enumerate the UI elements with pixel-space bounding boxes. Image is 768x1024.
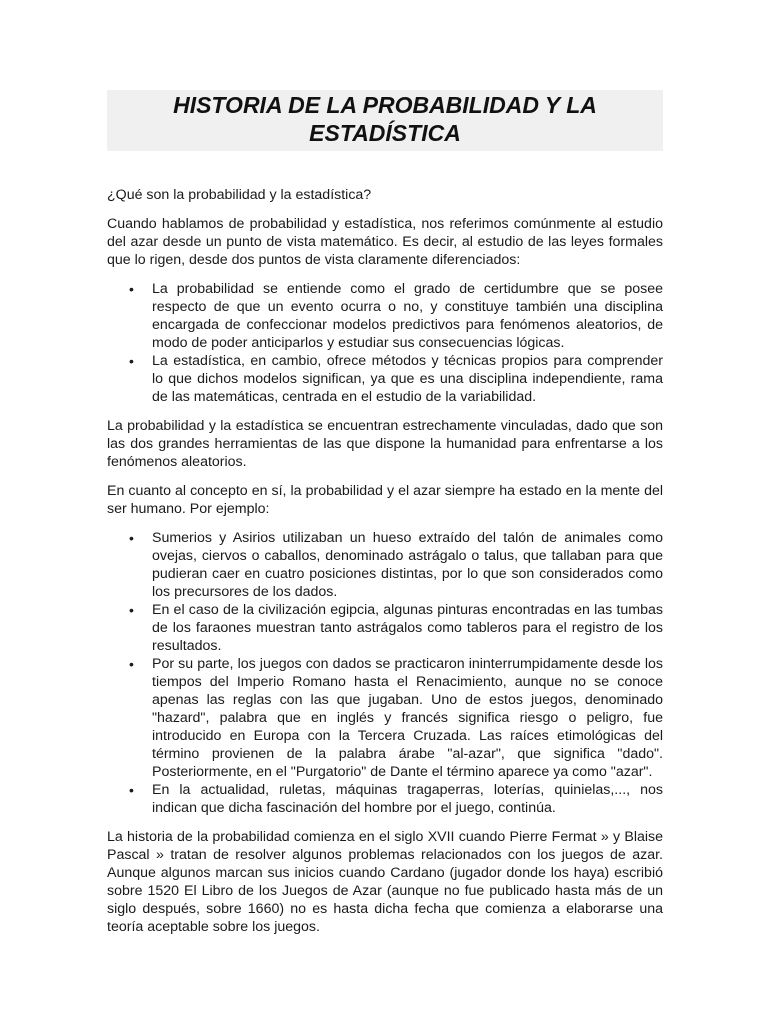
title-line-1: HISTORIA DE LA PROBABILIDAD Y LA (173, 92, 597, 118)
list-item (107, 601, 663, 655)
title-box (107, 90, 663, 151)
list-item-text: Sumerios y Asirios utilizaban un hueso extraído del talón de animales como ovejas, ciervos o caballos, denominado astrágalo o talus, que tallaban para que pudieran caer en cuatro posiciones distintas, por lo que son considerados como los precursores de los dados. (152, 530, 663, 600)
bullet-icon: • (129, 530, 134, 546)
document-page (107, 90, 663, 936)
title-line-2: ESTADÍSTICA (309, 120, 461, 146)
list-item (107, 280, 663, 352)
intro-paragraph: Cuando hablamos de probabilidad y estadística, nos referimos comúnmente al estudio del azar desde un punto de vista matemático. Es decir, al estudio de las leyes formales que lo rigen, desde dos puntos de vista claramente diferenciados: (107, 216, 663, 268)
list-item (107, 352, 663, 406)
list-item-text: La estadística, en cambio, ofrece métodos y técnicas propios para comprender lo que dichos modelos significan, ya que es una disciplina independiente, rama de las matemáticas, centrada en el estudio de la variabilidad. (152, 353, 663, 405)
list-item (107, 781, 663, 817)
concept-paragraph: En cuanto al concepto en sí, la probabilidad y el azar siempre ha estado en la mente del ser humano. Por ejemplo: (107, 483, 663, 517)
list-item (107, 529, 663, 601)
examples-list (107, 529, 663, 817)
list-item-text: La probabilidad se entiende como el grado de certidumbre que se posee respecto de que un evento ocurra o no, y constituye también una disciplina encargada de confeccionar modelos predictivos para fenómenos aleatorios, de modo de poder anticiparlos y estudiar sus consecuencias lógicas. (152, 281, 663, 351)
list-item-text: Por su parte, los juegos con dados se practicaron ininterrumpidamente desde los tiempos del Imperio Romano hasta el Renacimiento, aunque no se conoce apenas las reglas con las que jugaban. Uno de estos juegos, denominado "hazard", palabra que en inglés y francés significa riesgo o peligro, fue introducido en Europa con la Tercera Cruzada. Las raíces etimológicas del término provienen de la palabra árabe "al-azar", que significa "dado". Posteriormente, en el "Purgatorio" de Dante el término aparece ya como "azar". (152, 656, 663, 780)
bullet-icon: • (129, 602, 134, 618)
section-question: ¿Qué son la probabilidad y la estadística? (107, 187, 372, 203)
link-paragraph: La probabilidad y la estadística se encuentran estrechamente vinculadas, dado que son las dos grandes herramientas de las que dispone la humanidad para enfrentarse a los fenómenos aleatorios. (107, 418, 663, 470)
bullet-icon: • (129, 656, 134, 672)
list-item-text: En la actualidad, ruletas, máquinas tragaperras, loterías, quinielas,..., nos indican que dicha fascinación del hombre por el juego, continúa. (152, 782, 663, 816)
bullet-icon: • (129, 281, 134, 297)
definitions-list (107, 280, 663, 406)
list-item (107, 655, 663, 781)
bullet-icon: • (129, 782, 134, 798)
document-title (111, 91, 659, 147)
bullet-icon: • (129, 353, 134, 369)
history-paragraph: La historia de la probabilidad comienza en el siglo XVII cuando Pierre Fermat » y Blaise Pascal » tratan de resolver algunos problemas relacionados con los juegos de azar. Aunque algunos marcan sus inicios cuando Cardano (jugador donde los haya) escribió sobre 1520 El Libro de los Juegos de Azar (aunque no fue publicado hasta más de un siglo después, sobre 1660) no es hasta dicha fecha que comienza a elaborarse una teoría aceptable sobre los juegos. (107, 829, 663, 935)
list-item-text: En el caso de la civilización egipcia, algunas pinturas encontradas en las tumbas de los faraones muestran tanto astrágalos como tableros para el registro de los resultados. (152, 602, 663, 654)
